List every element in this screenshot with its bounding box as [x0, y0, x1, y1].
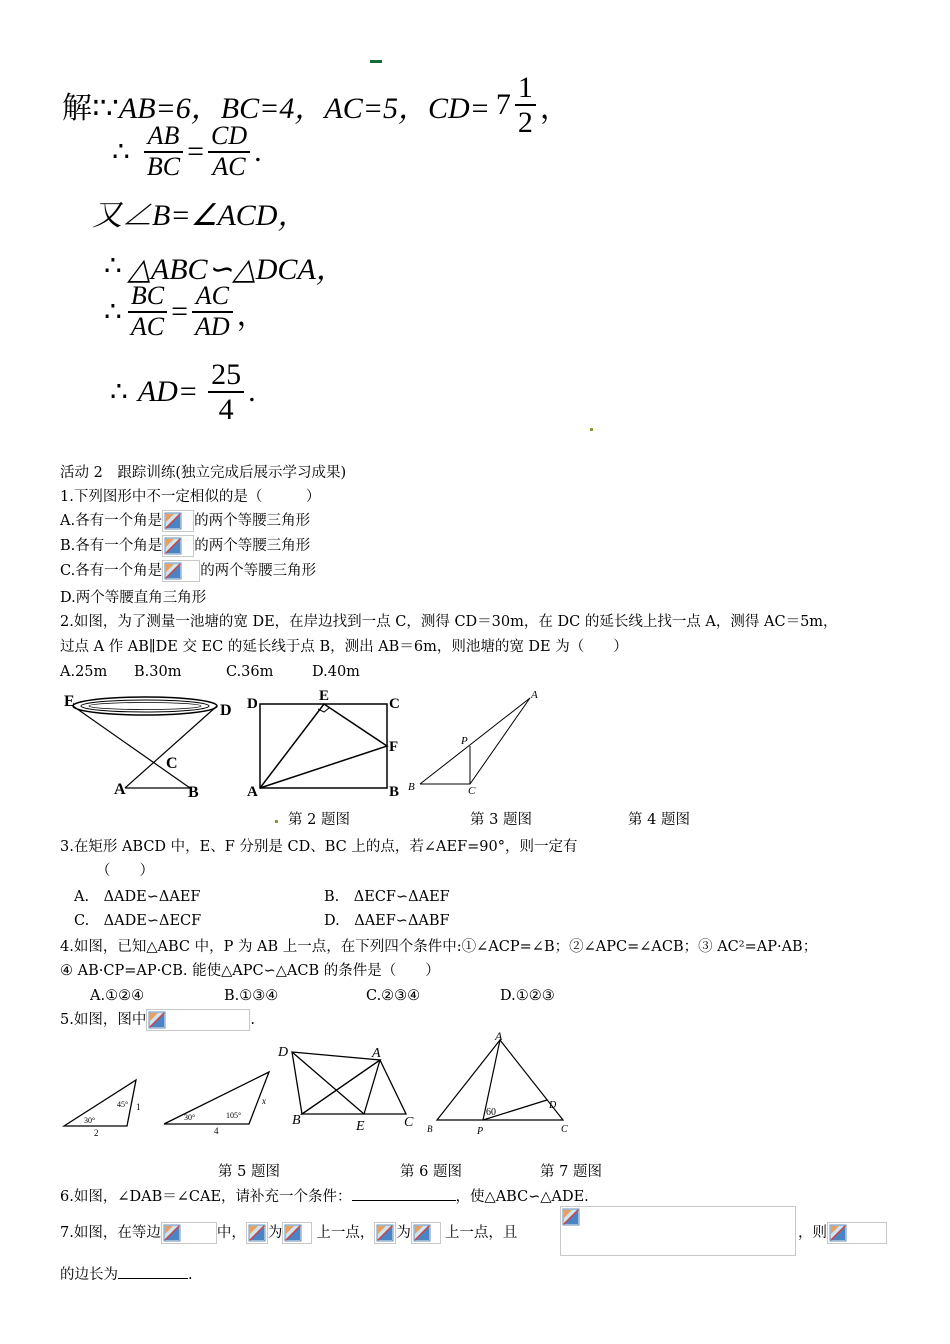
- solution-line-3: 又∠B=∠ACD，: [92, 199, 308, 232]
- q5-text: .: [250, 1012, 255, 1028]
- fraction-25-4: [208, 358, 244, 426]
- broken-image-icon: [162, 535, 194, 557]
- solution-prefix: 解∶∵: [62, 91, 119, 126]
- figure-q6-triangles: [272, 1042, 420, 1132]
- fraction-denominator: AC: [212, 151, 246, 181]
- point-label: C: [468, 785, 476, 797]
- q3-option-d: D. ΔAEF∽ΔABF: [324, 913, 450, 929]
- activity-title: 活动 2 跟踪训练(独立完成后展示学习成果): [60, 465, 347, 481]
- side-label: 2: [94, 1128, 99, 1138]
- angle-label: 105°: [226, 1111, 242, 1120]
- caption-fig6: 第 6 题图: [400, 1164, 462, 1180]
- q7-text: 的边长为: [60, 1267, 118, 1283]
- side-label: 1: [136, 1102, 141, 1112]
- point-label: E: [64, 693, 75, 710]
- therefore-symbol: ∴: [104, 251, 122, 282]
- similarity-statement: △ABC∽△DCA，: [127, 253, 346, 286]
- fraction-denominator: 2: [517, 106, 533, 139]
- q5-text: 5.如图，图中: [60, 1012, 147, 1028]
- q4-option-b: B.①③④: [224, 988, 279, 1004]
- fraction-numerator: 1: [515, 71, 536, 106]
- solution-line-2: [112, 122, 262, 181]
- point-label: B: [427, 1124, 433, 1134]
- point-label: C: [404, 1115, 414, 1130]
- stray-dot: [590, 428, 593, 431]
- point-label: A: [372, 1046, 381, 1061]
- broken-image-icon: [246, 1222, 268, 1244]
- q5-stem: [60, 1009, 255, 1031]
- point-label: D: [220, 702, 232, 719]
- q1-option-d: D.两个等腰直角三角形: [60, 590, 207, 606]
- angle-label: 30°: [184, 1113, 196, 1122]
- fraction-numerator: AB: [144, 122, 183, 153]
- q3-option-c: C. ΔADE∽ΔECF: [74, 913, 202, 929]
- option-text: C.各有一个角是: [60, 563, 163, 579]
- fraction-cd-ac: [208, 122, 250, 181]
- q7-text: 为: [396, 1225, 411, 1241]
- q2-option-d: D.40m: [312, 664, 360, 680]
- therefore-symbol: ∴: [104, 296, 122, 328]
- q2-options: [60, 661, 360, 683]
- option-text: A.各有一个角是: [60, 513, 163, 529]
- q4-line-1: 4.如图，已知△ABC 中，P 为 AB 上一点，在下列四个条件中:①∠ACP=∠B；②∠APC=∠ACB；③ AC²=AP·AB；: [60, 939, 818, 955]
- q7-then: [798, 1222, 887, 1244]
- option-text: 的两个等腰三角形: [194, 513, 311, 529]
- therefore-symbol: ∴: [112, 136, 130, 168]
- point-label: B: [292, 1113, 301, 1128]
- point-label: D: [549, 1100, 557, 1111]
- q7-line-2: [60, 1262, 193, 1286]
- broken-image-icon: [162, 510, 194, 532]
- period: .: [254, 134, 262, 168]
- caption-fig4: 第 4 题图: [628, 812, 690, 828]
- q6-answer-blank[interactable]: [352, 1184, 456, 1201]
- q3-paren: （ ）: [96, 863, 154, 879]
- caption-fig5: 第 5 题图: [218, 1164, 280, 1180]
- q7-text: .: [188, 1267, 193, 1283]
- broken-image-icon: [411, 1222, 441, 1244]
- point-label: P: [461, 735, 468, 747]
- solution-comma: ，: [539, 92, 570, 125]
- q7-text: 为: [267, 1225, 283, 1241]
- fraction-numerator: CD: [208, 122, 250, 153]
- option-text: 的两个等腰三角形: [200, 563, 317, 579]
- point-label: D: [247, 696, 258, 712]
- q6-text: ，使△ABC∽△ADE.: [455, 1189, 589, 1205]
- q4-options: [90, 985, 555, 1007]
- q4-option-c: C.②③④: [366, 988, 421, 1004]
- point-label: A: [495, 1030, 503, 1043]
- point-label: E: [319, 688, 330, 704]
- solution-givens: AB=6，BC=4，AC=5，CD=: [118, 92, 490, 125]
- q7-answer-blank[interactable]: [118, 1262, 188, 1279]
- q1-option-b: [60, 535, 310, 557]
- caption-fig7: 第 7 题图: [540, 1164, 602, 1180]
- q4-option-a: A.①②④: [90, 988, 145, 1004]
- point-label: E: [356, 1119, 365, 1132]
- mixed-number-fraction: [515, 71, 536, 139]
- broken-image-icon: [161, 1222, 217, 1244]
- point-label: C: [561, 1124, 568, 1135]
- q4-line-2: ④ AB·CP=AP·CB. 能使△APC∽△ACB 的条件是（ ）: [60, 963, 440, 979]
- point-label: D: [278, 1045, 289, 1060]
- caption-fig3: 第 3 题图: [470, 812, 532, 828]
- ad-equals: AD=: [137, 375, 199, 408]
- q1-stem: 1.下列图形中不一定相似的是（ ）: [60, 489, 321, 505]
- figure-q4-triangle: [400, 686, 550, 798]
- broken-image-icon: [162, 560, 200, 582]
- option-text: B.各有一个角是: [60, 538, 163, 554]
- q7-condition-image: [560, 1206, 796, 1256]
- point-label: B: [408, 781, 415, 793]
- figure-q5-triangle-a: [60, 1074, 152, 1140]
- mixed-number-whole: 7: [495, 88, 511, 121]
- q7-text: 上一点，且: [444, 1225, 518, 1241]
- q2-line-1: 2.如图，为了测量一池塘的宽 DE，在岸边找到一点 C，测得 CD＝30m，在 DC 的延长线上找一点 A，测得 AC＝5m，: [60, 614, 838, 630]
- fraction-ab-bc: [144, 122, 183, 181]
- broken-image-icon: [146, 1009, 250, 1031]
- fraction-denominator: AD: [194, 311, 230, 341]
- fraction-denominator: 4: [218, 393, 234, 426]
- fraction-ac-ad: [192, 282, 233, 341]
- angle-label: 60: [486, 1107, 496, 1118]
- q6-stem: [60, 1184, 589, 1208]
- figure-q7-equilateral: [425, 1030, 575, 1138]
- point-label: P: [477, 1126, 484, 1137]
- q7-text: 7.如图，在等边: [60, 1225, 161, 1241]
- q3-option-b: B. ΔECF∽ΔAEF: [324, 889, 450, 905]
- q7-line-1: [60, 1222, 517, 1244]
- caption-fig2: 第 2 题图: [288, 812, 350, 828]
- broken-image-icon: [562, 1208, 580, 1226]
- q2-line-2: 过点 A 作 AB∥DE 交 EC 的延长线于点 B，测出 AB＝6m，则池塘的宽 DE 为（ ）: [60, 639, 628, 655]
- fraction-numerator: 25: [208, 358, 244, 393]
- angle-label: 30°: [84, 1116, 96, 1125]
- q7-text: 上一点，: [316, 1225, 375, 1241]
- therefore-symbol: ∴: [110, 377, 128, 408]
- period: .: [248, 375, 256, 408]
- broken-image-icon: [374, 1222, 396, 1244]
- side-label: 4: [214, 1126, 219, 1136]
- stray-dot: [275, 820, 278, 823]
- solution-line-5: [104, 282, 267, 341]
- figure-q3-rectangle: [245, 686, 405, 804]
- option-text: 的两个等腰三角形: [194, 538, 311, 554]
- point-label: C: [166, 755, 178, 772]
- q3-stem: 3.在矩形 ABCD 中，E、F 分别是 CD、BC 上的点，若∠AEF=90°，则一定有: [60, 839, 578, 855]
- equals-sign: =: [187, 134, 204, 168]
- fraction-denominator: AC: [130, 311, 165, 341]
- q6-text: 6.如图，∠DAB＝∠CAE，请补充一个条件：: [60, 1189, 352, 1205]
- point-label: A: [247, 784, 258, 800]
- point-label: B: [389, 784, 400, 800]
- q2-option-b: B.30m: [134, 664, 182, 680]
- figure-q2-pond: [60, 688, 245, 803]
- point-label: A: [114, 781, 126, 798]
- solution-line-6: [110, 358, 256, 426]
- green-mark: [370, 60, 382, 63]
- angle-label: 45°: [117, 1100, 129, 1109]
- side-label: x: [262, 1096, 266, 1106]
- q7-text: 中，: [216, 1225, 246, 1241]
- q2-option-c: C.36m: [226, 664, 274, 680]
- q1-option-a: [60, 510, 310, 532]
- equals-sign: =: [171, 294, 188, 328]
- figure-q5-triangle-b: [160, 1068, 276, 1140]
- comma: ，: [236, 298, 267, 332]
- q2-option-a: A.25m: [60, 664, 108, 680]
- fraction-numerator: AC: [192, 282, 233, 313]
- q7-text: ，则: [798, 1225, 827, 1241]
- broken-image-icon: [282, 1222, 312, 1244]
- point-label: F: [389, 739, 399, 755]
- fraction-bc-ac: [128, 282, 167, 341]
- broken-image-icon: [827, 1222, 887, 1244]
- q3-option-a: A. ΔADE∽ΔAEF: [74, 889, 201, 905]
- fraction-numerator: BC: [128, 282, 167, 313]
- point-label: C: [389, 696, 400, 712]
- q4-option-d: D.①②③: [500, 988, 555, 1004]
- fraction-denominator: BC: [146, 151, 181, 181]
- q1-option-c: [60, 560, 316, 582]
- point-label: A: [531, 689, 538, 701]
- point-label: B: [188, 784, 199, 801]
